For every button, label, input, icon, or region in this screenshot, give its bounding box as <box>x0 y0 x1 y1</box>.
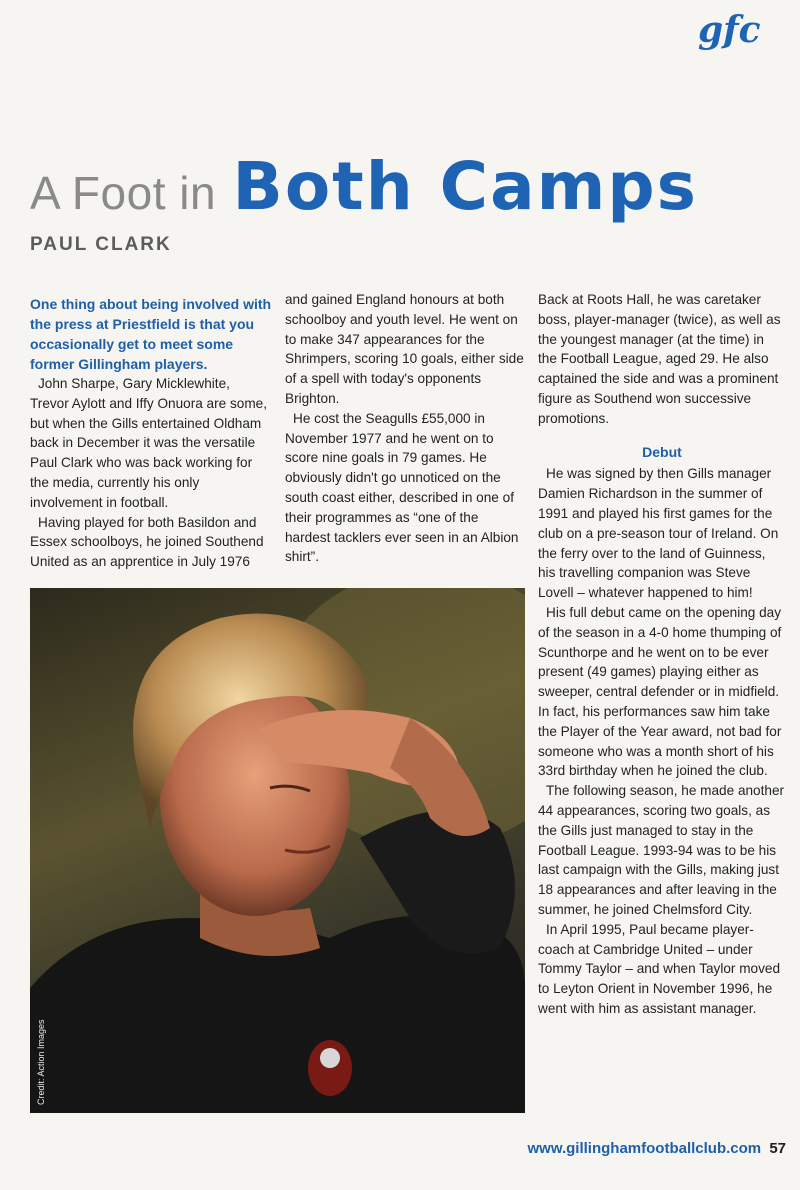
page-footer <box>528 1140 786 1157</box>
paragraph: In April 1995, Paul became player-coach at Cambridge United – under Tommy Taylor – and when Taylor moved to Leyton Orient in November 1996, he went with him as assistant manager. <box>538 921 781 1016</box>
club-logo <box>694 8 770 60</box>
paragraph: He was signed by then Gills manager Damien Richardson in the summer of 1991 and played his first games for the club on a pre-season tour of Ireland. On the ferry over to the land of Guinness, his travelling companion was Steve Lovell – whatever happened to him! <box>538 466 779 601</box>
title-light: A Foot in <box>30 167 217 219</box>
paragraph: Having played for both Basildon and Essex schoolboys, he joined Southend United as an apprentice in July 1976 <box>30 514 264 570</box>
lead-paragraph: One thing about being involved with the press at Priestfield is that you occasionally get to meet some former Gillingham players. <box>30 296 272 372</box>
paragraph: He cost the Seagulls £55,000 in November 1977 and he went on to score nine goals in 79 games. He obviously didn't go unnoticed on the south coast either, described in one of their programmes as “one of the hardest tacklers ever seen in an Albion shirt”. <box>285 410 519 565</box>
player-illustration <box>30 588 525 1113</box>
column-3 <box>538 290 786 1019</box>
article-title <box>30 148 698 225</box>
paragraph: The following season, he made another 44 appearances, scoring two goals, as the Gills just managed to stay in the Football League. 1993-94 was to be his last campaign with the Gills, making just 18 appearances and after leaving in the summer, he joined Chelmsford City. <box>538 783 785 917</box>
column-1 <box>30 294 272 572</box>
player-photo <box>30 588 525 1113</box>
website-url: www.gillinghamfootballclub.com <box>527 1140 762 1157</box>
photo-credit: Credit: Action Images <box>36 1019 46 1105</box>
club-logo-letters: gfc <box>698 9 761 51</box>
column-2 <box>285 290 525 567</box>
paragraph: Back at Roots Hall, he was caretaker boss, player-manager (twice), as well as the youngest manager (at the time) in the Football League, aged 29. He also captained the side and was a prominent figure as Southend won successive promotions. <box>538 292 781 426</box>
page-number: 57 <box>769 1140 786 1157</box>
paragraph: John Sharpe, Gary Micklewhite, Trevor Aylott and Iffy Onuora are some, but when the Gills entertained Oldham back in December it was the versatile Paul Clark who was back working for the media, currently his only involvement in football. <box>30 376 268 510</box>
subheading-debut: Debut <box>642 443 682 460</box>
paragraph: and gained England honours at both schoolboy and youth level. He went on to make 347 appearances for the Shrimpers, scoring 10 goals, either side of a spell with today's opponents Brighton. <box>285 292 524 406</box>
byline: PAUL CLARK <box>30 234 172 255</box>
paragraph: His full debut came on the opening day of the season in a 4-0 home thumping of Scunthorpe and he went on to be ever present (49 games) playing either as sweeper, central defender or in midfield. In fact, his performances saw him take the Player of the Year award, not bad for someone who was a month short of his 33rd birthday when he joined the club. <box>538 604 782 779</box>
title-bold: Both Camps <box>232 148 698 225</box>
